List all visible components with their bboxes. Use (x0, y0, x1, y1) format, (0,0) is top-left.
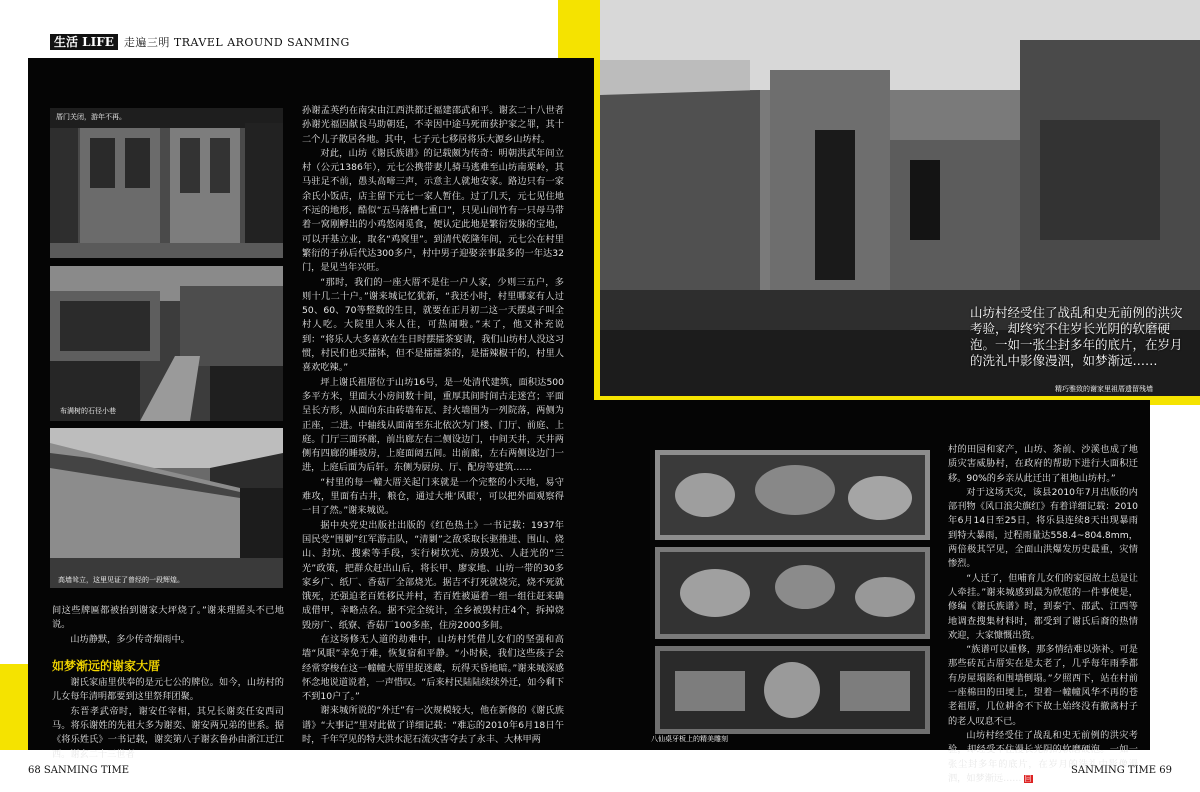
paragraph: 谢氏家庙里供奉的是元七公的牌位。如今，山坊村的儿女每年清明都要到这里祭拜团聚。 (52, 677, 284, 703)
paragraph: 据中央党史出版社出版的《红色热土》一书记载：1937年国民党“围剿”红军游击队，“清剿”之敌采取长驱推进、围山、烧山、封坑、搜索等手段，实行树坎光、房毁光、人赶光的“三光”政策，把群众赶出山后，将长甲、廖家地、山坊一带的30多家乡广、纸厂、香菇厂全部烧光。据吉不打死就烧完，烧不死就饿死，还强迫老百姓移民并村，若百姓被逼着一组一组往赶来确成借甲，幸略点名。据不完全统计，全乡被毁村庄4个，拆掉烧毁房广、纸寮、香菇厂100多座，住房2000多间。 (302, 519, 564, 631)
photo-high-walls (50, 428, 283, 588)
paragraph: 村的田园和家产，山坊、茶前、沙溪也成了地质灾害威胁村，在政府的帮助下进行大面积迁移。90%的乡亲从此迁出了祖地山坊村。” (948, 444, 1138, 484)
photo-caption: 精巧雅致的谢家里祖厝遗留残墙 (1055, 385, 1153, 393)
column-4-text (948, 443, 1138, 786)
paragraph: “村里的每一幢大厝关起门来就是一个完整的小天地，易守难攻，里面有古井，粮仓，通过大堆‘风眼’，可以把外面观察得一目了然。”谢来城说。 (302, 476, 564, 517)
photo-caption: 厝门关闭，游年不再。 (56, 113, 126, 121)
photo-stone-lane (50, 266, 283, 421)
paragraph: 间这些牌匾都被抬到谢家大坪烧了。”谢来理摇头不已地说。 (52, 605, 284, 631)
folio-right: SANMING TIME 69 (1071, 765, 1172, 776)
photo-caption: 八仙桌牙板上的精美雕刻 (651, 735, 728, 743)
paragraph: 谢来城所说的“外迁”有一次规模较大，他在新修的《谢氏族谱》“大事记”里对此做了详细记载：“难忘的2010年6月18日午时，千年罕见的特大洪水泥石流灾害夺去了永丰、大林甲两 (302, 705, 564, 746)
photo-caption: 高墙耸立，这里见证了曾经的一段辉煌。 (58, 576, 184, 584)
carved-panel-top (655, 450, 930, 540)
end-mark-icon: 回 (1024, 774, 1032, 783)
paragraph: 对此，山坊《谢氏族谱》的记载颇为传奇：明朝洪武年间立村（公元1386年），元七公携带妻儿骑马逃难至山坊南栗岭，其马驻足不前，愚头高啼三声，示意主人就地安家。路边只有一家余氏小饭店，店主留下元七一家人暂住。过了几天，元七见住地不远的地形，酷似“五马落槽七重口”，只见山间竹有一只母马带着一窝刚孵出的小鸡悠闲觅食，便认定此地是繁衍发脉的宝地，可以开基立业，取名“鸡窝里”。到清代乾隆年间，元七公在村里繁衍的子孙后代达300多户，村中男子迎娶亲事最多的一年达32门，是见当年兴旺。 (302, 147, 564, 274)
paragraph: 在这场修无人道的劫难中，山坊村凭借儿女们的坚强和高墙“风眼”幸免于难，恢复宿和平静。“小时候，我们这些孩子会经常穿梭在这一幢幢大厝里捉迷藏，玩得天昏地暗。”谢来城深感怀念地说道说着，一声惜叹。“后来村民陆陆续续外迁，如今剩下不到10户了。” (302, 633, 565, 703)
paragraph: “族谱可以重修，那多情结难以弥补。可是那些砖瓦古厝实在是太老了，几乎每年雨季都有房屋塌陷和围墙倒塌。”夕照西下，站在村前一座棉田的田埂上，望着一幢幢风华不再的苍老祖厝，几位耕舍不下故土始终没有撤离村子的老人叹息不已。 (948, 644, 1138, 727)
paragraph: 对于这场天灾，该县2010年7月出版的内部刊物《风口浪尖旗红》有着详细记载：2010年6月14日至25日，将乐县连续8天出现暴雨到特大暴雨，过程雨量达558.4~804.8mm，两倍极其罕见，全面山洪爆发历史最重，灾情惨烈。 (948, 486, 1138, 570)
photo-ancestral-ruins (600, 0, 1200, 396)
pull-quote: 山坊村经受住了战乱和史无前例的洪灾考验，却终究不住岁长光阴的软磨硬泡。一如一张尘封多年的底片，在岁月的洗礼中影像漫泗，如梦渐远…… (970, 305, 1183, 368)
photo-caption: 布满树的石径小巷 (60, 407, 116, 415)
paragraph: 东晋孝武帝时，谢安任宰相，其兄长谢奕任安西司马。将乐谢姓的先祖大多为谢奕、谢安两兄弟的世系。据《将乐姓氏》一书记载，谢奕第八子谢玄鲁孙由浙江迁江西。谢玄二十三世者 (52, 705, 284, 760)
paragraph: 孙谢孟英约在南宋由江西洪都迁福建邵武和平。谢玄二十八世者孙谢光福因献良马助朝廷，不幸因中途马死而获护家之罪，其十二个儿子散居各地。其中，七子元七移居将乐大源乡山坊村。 (302, 105, 564, 145)
paragraph-text: 山坊村经受住了战乱和史无前例的洪灾考验，却经受不住漫长光阴的软磨硬泡。一如一张尘封多年的底片，在岁月的洗礼中影像漫泗，如梦渐远…… (948, 729, 1138, 784)
page-header-title: 走遍三明 TRAVEL AROUND SANMING (123, 36, 350, 49)
yellow-accent-bottom-left (0, 664, 28, 750)
column-1-text (52, 604, 284, 762)
carved-panel-bottom (651, 646, 930, 743)
paragraph: “那时，我们的一座大厝不是住一户人家，少则三五户，多则十几二十户。”谢来城记忆犹新，“我还小时，村里哪家有人过50、60、70等整数的生日，就要在正月初二这一天摆桌子叫全村人吃。大院里人来人往，可热闹啦。”末了，他又补充说到：“将乐人大多喜欢在生日时摆擂茶宴请，我们山坊村人没这习惯，村民们也买擂钵，但不是擂擂茶的，是擂辣椒干的，村里人喜欢吃辣。” (302, 276, 565, 374)
folio-left: 68 SANMING TIME (28, 765, 129, 776)
section-label: 生活 LIFE (50, 34, 118, 50)
paragraph: “人迁了，但哺育儿女们的家园故土总是让人牵挂。”谢来城感到最为欣慰的一件事便是，修编《谢氏族谱》时，到泰宁、邵武、江西等地调查搜集材料时，都受到了谢氏后裔的热情欢迎，大家慷慨出资。 (948, 572, 1138, 641)
paragraph: 山坊静默，多少传奇烟雨中。 (70, 633, 190, 645)
paragraph: 坪上谢氏祖厝位于山坊16号，是一处清代建筑，面积达500多平方米，里面大小房间数十间，重厚其间时间古走迷宫；平面呈长方形，从面向东由砖墙布瓦、封火墙围为一列院落，两侧为正座，二进。中轴线从面南至东北依次为门楼、门厅、前庭、上庭。门厅三面环廊，前出廊左右二侧设边门，中间天井，天井两侧有四廊的睡坡房，上庭面阔五间。出前廊，左右两侧设边门一进，上庭后面为后轩。东侧为厨房、厅、配房等建筑…… (302, 376, 564, 474)
section-heading: 如梦渐远的谢家大厝 (52, 658, 161, 673)
page-header (50, 34, 350, 50)
photo-wooden-doors (50, 108, 283, 258)
carved-panel-middle (655, 547, 930, 639)
column-2-text (302, 104, 564, 747)
paragraph (948, 729, 1138, 786)
